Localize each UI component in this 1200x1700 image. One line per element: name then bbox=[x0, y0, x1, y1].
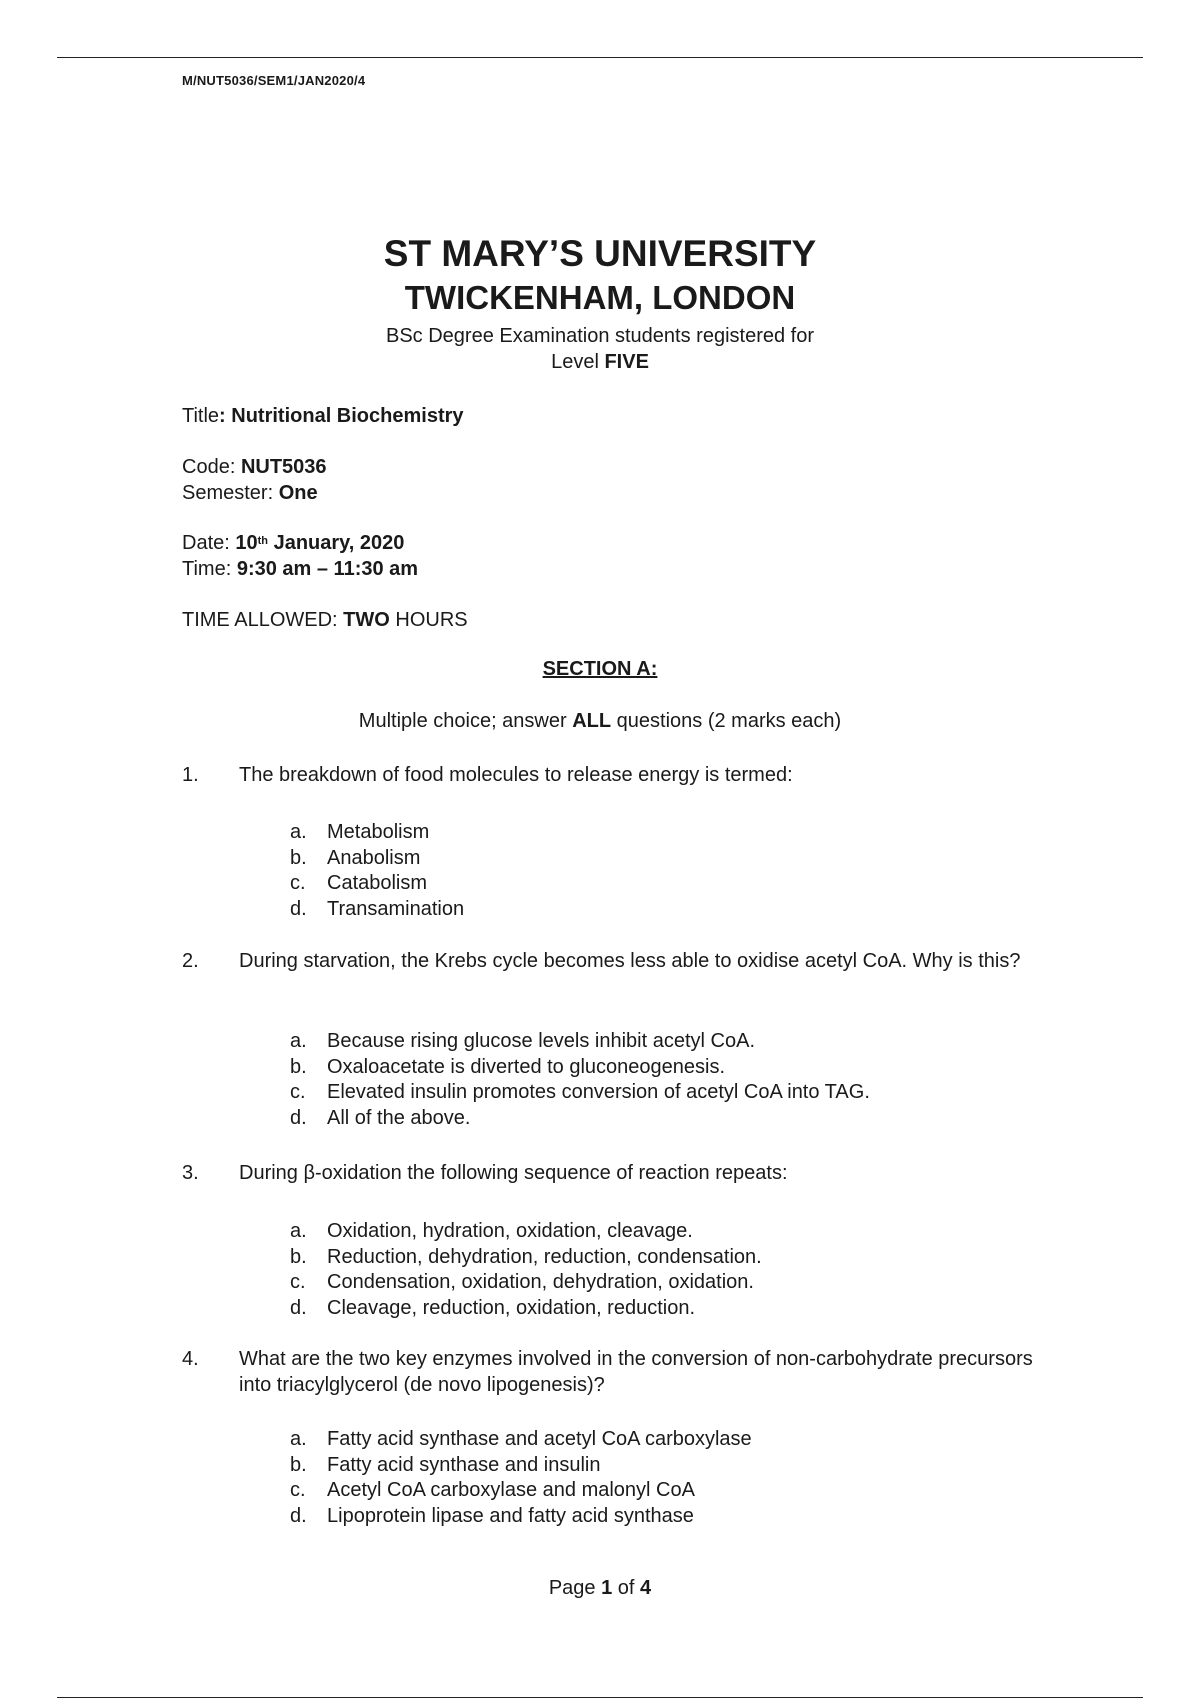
section-instructions: Multiple choice; answer ALL questions (2 marks each) bbox=[358, 710, 842, 732]
question-text: The breakdown of food molecules to release energy is termed: bbox=[239, 764, 793, 786]
option-a: a. Metabolism bbox=[290, 821, 430, 843]
option-a: a. Oxidation, hydration, oxidation, cleavage. bbox=[290, 1220, 693, 1242]
semester bbox=[182, 481, 318, 505]
code-label: Code: bbox=[182, 456, 236, 478]
semester-label: Semester: bbox=[182, 482, 274, 504]
degree-line: BSc Degree Examination students registered for bbox=[386, 325, 814, 347]
option-b: b. Oxaloacetate is diverted to gluconeogenesis. bbox=[290, 1055, 726, 1078]
option-d: d. Cleavage, reduction, oxidation, reduction. bbox=[290, 1296, 696, 1319]
date-label: Date: bbox=[182, 532, 230, 554]
option-b: b. Reduction, dehydration, reduction, condensation. bbox=[290, 1245, 762, 1268]
level-value: FIVE bbox=[604, 351, 649, 373]
question-number: 4. bbox=[182, 1348, 199, 1370]
level-line bbox=[0, 350, 1200, 374]
question-2 bbox=[182, 948, 1042, 974]
option-c: c. Condensation, oxidation, dehydration, oxidation. bbox=[290, 1271, 754, 1293]
option-b: b. Fatty acid synthase and insulin bbox=[290, 1453, 601, 1476]
level-label: Level bbox=[551, 351, 599, 373]
time-allowed bbox=[182, 608, 468, 632]
question-4 bbox=[182, 1346, 1042, 1398]
module-code bbox=[182, 455, 327, 479]
date-value: 10th January, 2020 bbox=[235, 532, 405, 554]
section-heading: SECTION A: bbox=[542, 658, 658, 680]
university-location: TWICKENHAM, LONDON bbox=[404, 279, 796, 316]
question-text: What are the two key enzymes involved in the conversion of non-carbohydrate precursors into triacylglycerol (de novo lipogenesis)? bbox=[239, 1348, 1033, 1396]
exam-date bbox=[182, 531, 404, 555]
question-number: 2. bbox=[182, 950, 199, 972]
question-1 bbox=[182, 762, 1042, 788]
question-number: 1. bbox=[182, 764, 199, 786]
page-number: Page 1 of 4 bbox=[548, 1577, 652, 1599]
bottom-rule bbox=[57, 1697, 1143, 1698]
time-label: Time: bbox=[182, 558, 232, 580]
time-allowed-label: TIME ALLOWED: bbox=[182, 609, 338, 631]
option-c: c. Acetyl CoA carboxylase and malonyl CoA bbox=[290, 1479, 695, 1501]
question-text: During starvation, the Krebs cycle becomes less able to oxidise acetyl CoA. Why is this? bbox=[239, 950, 1021, 972]
module-title bbox=[182, 404, 464, 428]
question-text: During β-oxidation the following sequence of reaction repeats: bbox=[239, 1162, 788, 1184]
option-d: d. Transamination bbox=[290, 897, 465, 920]
question-number: 3. bbox=[182, 1162, 199, 1184]
exam-time bbox=[182, 557, 418, 581]
time-value: 9:30 am – 11:30 am bbox=[236, 558, 419, 580]
question-4-options bbox=[290, 1427, 752, 1529]
option-c: c. Catabolism bbox=[290, 872, 428, 894]
time-allowed-value: TWO bbox=[343, 609, 390, 631]
question-2-options bbox=[290, 1029, 870, 1131]
question-3 bbox=[182, 1160, 1042, 1186]
option-a: a. Fatty acid synthase and acetyl CoA carboxylase bbox=[290, 1428, 752, 1450]
title-label: Title bbox=[182, 405, 220, 427]
question-3-options bbox=[290, 1219, 762, 1321]
time-allowed-unit: HOURS bbox=[395, 609, 468, 631]
option-d: d. Lipoprotein lipase and fatty acid synthase bbox=[290, 1504, 694, 1527]
university-name: ST MARY’S UNIVERSITY bbox=[383, 233, 817, 274]
option-b: b. Anabolism bbox=[290, 846, 421, 869]
exam-reference-code: M/NUT5036/SEM1/JAN2020/4 bbox=[182, 73, 366, 88]
option-a: a. Because rising glucose levels inhibit acetyl CoA. bbox=[290, 1030, 755, 1052]
question-1-options bbox=[290, 820, 464, 922]
option-d: d. All of the above. bbox=[290, 1106, 471, 1129]
code-value: NUT5036 bbox=[240, 456, 327, 478]
option-c: c. Elevated insulin promotes conversion of acetyl CoA into TAG. bbox=[290, 1081, 870, 1103]
title-value: : Nutritional Biochemistry bbox=[219, 405, 464, 427]
top-rule bbox=[57, 57, 1143, 58]
semester-value: One bbox=[278, 482, 318, 504]
